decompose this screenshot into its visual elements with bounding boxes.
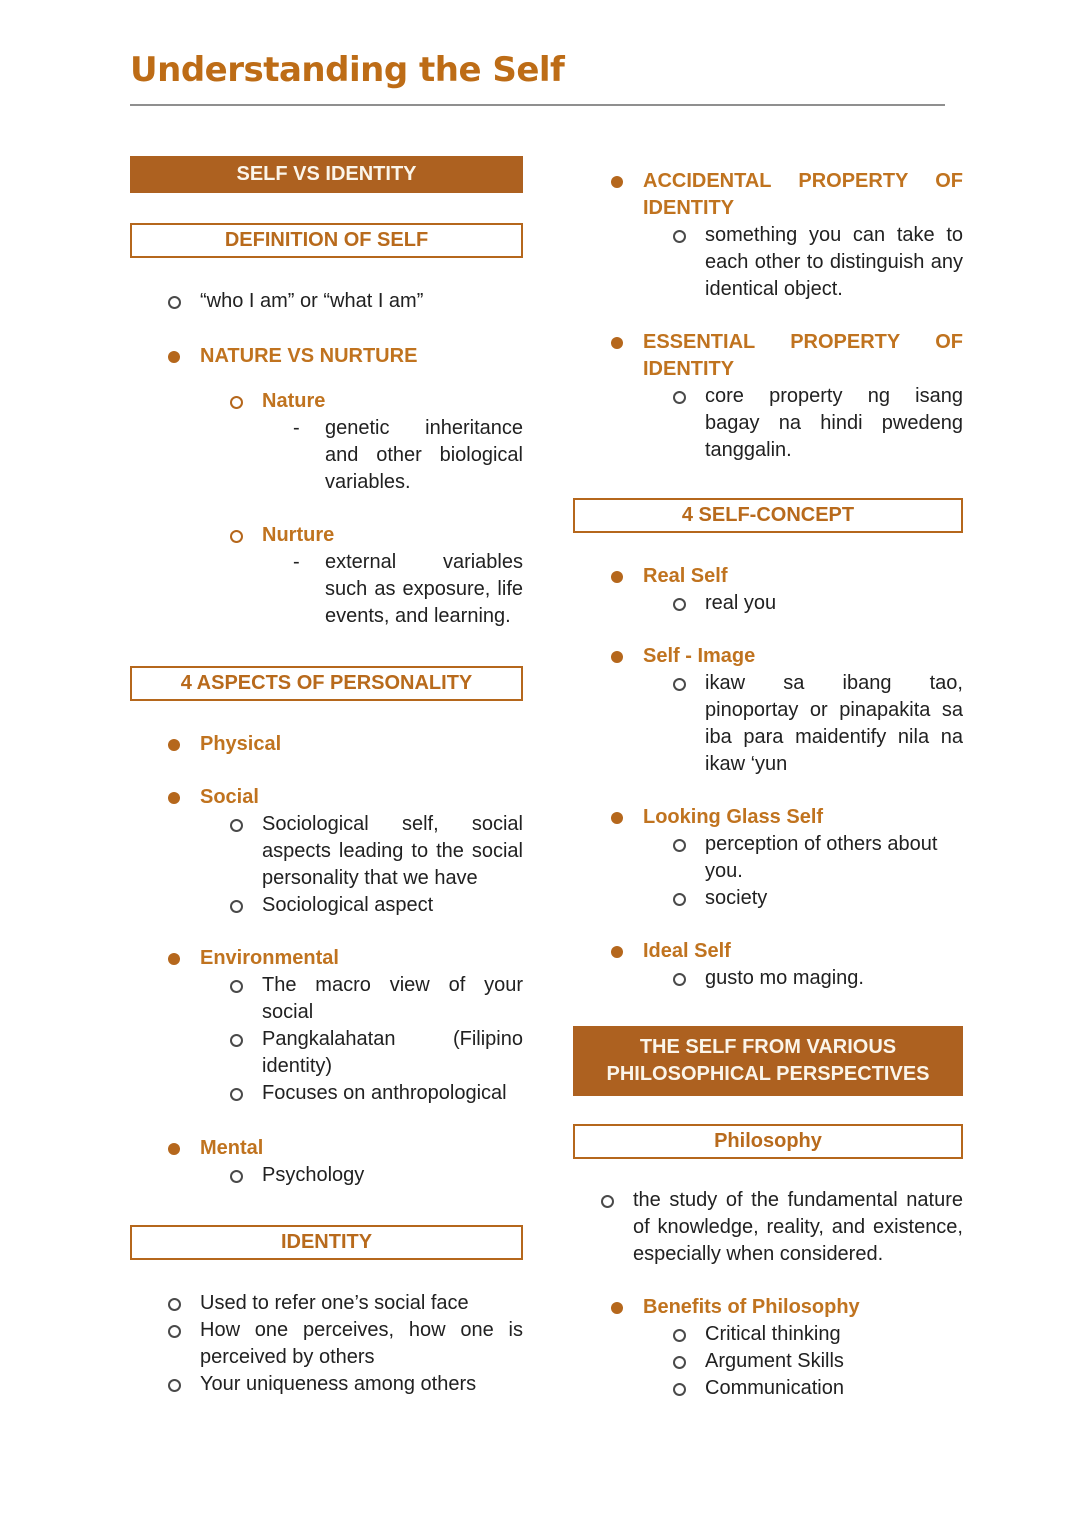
bullet-cell xyxy=(168,945,200,965)
list-item xyxy=(130,343,523,370)
hollow-bullet-icon xyxy=(673,839,686,852)
bullet-cell xyxy=(230,1026,262,1047)
nurture-group xyxy=(130,522,523,630)
list-item xyxy=(130,892,523,919)
heading-philosophy: Philosophy xyxy=(573,1124,963,1159)
list-item-text: Communication xyxy=(705,1377,844,1399)
list-item-text: something you can take to each other to distinguish any identical object. xyxy=(705,224,963,300)
list-item xyxy=(573,670,963,778)
bullet-cell xyxy=(673,885,705,906)
list-item-text: external variables such as exposure, life events, and learning. xyxy=(325,551,523,627)
title-underline xyxy=(130,104,945,106)
topic-label: Ideal Self xyxy=(643,940,731,962)
list-item xyxy=(573,590,963,617)
list-item xyxy=(573,643,963,670)
filled-bullet-icon xyxy=(611,337,623,349)
hollow-bullet-icon xyxy=(168,1298,181,1311)
hollow-bullet-icon xyxy=(168,296,181,309)
filled-bullet-icon xyxy=(168,792,180,804)
list-item xyxy=(130,549,523,630)
list-item-text: Psychology xyxy=(262,1164,365,1186)
hollow-bullet-icon xyxy=(673,1356,686,1369)
section-banner-self-vs-identity: SELF VS IDENTITY xyxy=(130,156,523,193)
hollow-bullet-icon xyxy=(230,396,243,409)
hollow-bullet-icon xyxy=(230,819,243,832)
bullet-cell xyxy=(673,1375,705,1396)
bullet-cell xyxy=(611,168,643,188)
bullet-cell xyxy=(230,1080,262,1101)
filled-bullet-icon xyxy=(168,351,180,363)
section-banner-philosophical-perspectives: THE SELF FROM VARIOUS PHILOSOPHICAL PERSPECTIVES xyxy=(573,1026,963,1096)
list-item-text: society xyxy=(705,887,768,909)
bullet-cell xyxy=(673,1348,705,1369)
filled-bullet-icon xyxy=(168,953,180,965)
page-title: Understanding the Self xyxy=(130,50,565,90)
environmental-group xyxy=(130,945,523,1107)
list-item xyxy=(573,563,963,590)
hollow-bullet-icon xyxy=(673,893,686,906)
list-item xyxy=(130,972,523,1026)
hollow-bullet-icon xyxy=(230,530,243,543)
hollow-bullet-icon xyxy=(673,598,686,611)
bullet-cell xyxy=(230,892,262,913)
list-item xyxy=(130,388,523,415)
topic-label: Looking Glass Self xyxy=(643,806,824,828)
heading-definition-of-self: DEFINITION OF SELF xyxy=(130,223,523,258)
identity-items-group xyxy=(130,1290,523,1398)
list-item-text: gusto mo maging. xyxy=(705,967,864,989)
list-item-text: Focuses on anthropological xyxy=(262,1082,507,1104)
bullet-cell xyxy=(673,222,705,243)
list-item xyxy=(130,945,523,972)
hollow-bullet-icon xyxy=(168,1379,181,1392)
list-item xyxy=(130,1317,523,1371)
bullet-cell xyxy=(168,288,200,309)
social-group xyxy=(130,784,523,919)
list-item-text: Sociological self, social aspects leading to the social personality that we have xyxy=(262,813,523,889)
hollow-bullet-icon xyxy=(168,1325,181,1338)
dash-bullet-icon: - xyxy=(293,551,300,573)
list-item-text: the study of the fundamental nature of knowledge, reality, and existence, especially when considered. xyxy=(633,1189,963,1265)
list-item xyxy=(130,1162,523,1189)
bullet-cell xyxy=(230,811,262,832)
benefits-group xyxy=(573,1294,963,1402)
filled-bullet-icon xyxy=(168,1143,180,1155)
list-item xyxy=(130,415,523,496)
list-item-text: How one perceives, how one is perceived by others xyxy=(200,1319,523,1368)
bullet-cell xyxy=(673,383,705,404)
list-item xyxy=(130,1026,523,1080)
bullet-cell xyxy=(168,1290,200,1311)
list-item xyxy=(130,811,523,892)
accidental-property-group xyxy=(573,168,963,303)
list-item-text: Sociological aspect xyxy=(262,894,434,916)
ideal-self-group xyxy=(573,938,963,992)
subtopic-label: Nature xyxy=(262,390,326,412)
list-item-text: “who I am” or “what I am” xyxy=(200,290,424,312)
bullet-cell xyxy=(611,329,643,349)
bullet-cell xyxy=(673,590,705,611)
bullet-cell xyxy=(611,563,643,583)
left-column xyxy=(130,156,523,1402)
nature-group xyxy=(130,388,523,496)
hollow-bullet-icon xyxy=(230,1034,243,1047)
list-item xyxy=(130,288,523,315)
list-item xyxy=(573,1375,963,1402)
list-item xyxy=(573,383,963,464)
hollow-bullet-icon xyxy=(230,1088,243,1101)
bullet-cell xyxy=(168,1135,200,1155)
bullet-cell xyxy=(168,731,200,751)
hollow-bullet-icon xyxy=(601,1195,614,1208)
list-item xyxy=(573,329,963,383)
dash-bullet-icon: - xyxy=(293,417,300,439)
bullet-cell xyxy=(601,1187,633,1208)
hollow-bullet-icon xyxy=(673,973,686,986)
filled-bullet-icon xyxy=(611,571,623,583)
list-item xyxy=(573,1348,963,1375)
list-item xyxy=(573,1187,963,1268)
topic-label: Self - Image xyxy=(643,645,756,667)
topic-label: Benefits of Philosophy xyxy=(643,1296,860,1318)
list-item xyxy=(130,1135,523,1162)
list-item xyxy=(573,222,963,303)
bullet-cell xyxy=(673,670,705,691)
bullet-cell xyxy=(611,938,643,958)
bullet-cell xyxy=(230,388,262,409)
list-item xyxy=(130,784,523,811)
bullet-cell xyxy=(230,522,262,543)
mental-group xyxy=(130,1135,523,1189)
topic-label: NATURE VS NURTURE xyxy=(200,345,418,367)
bullet-cell xyxy=(611,804,643,824)
right-column xyxy=(573,168,963,1402)
two-column-layout xyxy=(130,156,965,1402)
list-item xyxy=(573,804,963,831)
topic-label: Physical xyxy=(200,733,282,755)
filled-bullet-icon xyxy=(611,1302,623,1314)
list-item xyxy=(130,731,523,758)
list-item xyxy=(130,1371,523,1398)
topic-label: ACCIDENTAL PROPERTY OF IDENTITY xyxy=(643,170,963,219)
hollow-bullet-icon xyxy=(673,678,686,691)
filled-bullet-icon xyxy=(168,739,180,751)
bullet-cell xyxy=(673,965,705,986)
topic-label: Social xyxy=(200,786,259,808)
heading-4-aspects-of-personality: 4 ASPECTS OF PERSONALITY xyxy=(130,666,523,701)
hollow-bullet-icon xyxy=(230,900,243,913)
list-item xyxy=(573,965,963,992)
bullet-cell xyxy=(168,1371,200,1392)
filled-bullet-icon xyxy=(611,946,623,958)
list-item xyxy=(130,522,523,549)
list-item-text: Pangkalahatan (Filipino identity) xyxy=(262,1028,523,1077)
subtopic-label: Nurture xyxy=(262,524,335,546)
heading-4-self-concept: 4 SELF-CONCEPT xyxy=(573,498,963,533)
bullet-cell xyxy=(611,1294,643,1314)
hollow-bullet-icon xyxy=(673,1329,686,1342)
list-item-text: Argument Skills xyxy=(705,1350,844,1372)
bullet-cell xyxy=(673,831,705,852)
bullet-cell xyxy=(230,972,262,993)
list-item-text: Used to refer one’s social face xyxy=(200,1292,469,1314)
bullet-cell xyxy=(230,1162,262,1183)
list-item xyxy=(573,1294,963,1321)
list-item-text: The macro view of your social xyxy=(262,974,523,1023)
real-self-group xyxy=(573,563,963,617)
list-item-text: core property ng isang bagay na hindi pwedeng tanggalin. xyxy=(705,385,963,461)
hollow-bullet-icon xyxy=(230,980,243,993)
bullet-cell xyxy=(673,1321,705,1342)
topic-label: ESSENTIAL PROPERTY OF IDENTITY xyxy=(643,331,963,380)
list-item-text: real you xyxy=(705,592,777,614)
hollow-bullet-icon xyxy=(673,391,686,404)
topic-label: Environmental xyxy=(200,947,339,969)
filled-bullet-icon xyxy=(611,176,623,188)
list-item xyxy=(130,1290,523,1317)
self-image-group xyxy=(573,643,963,778)
topic-label: Mental xyxy=(200,1137,264,1159)
list-item xyxy=(573,831,963,885)
bullet-cell xyxy=(611,643,643,663)
list-item-text: Your uniqueness among others xyxy=(200,1373,477,1395)
topic-label: Real Self xyxy=(643,565,728,587)
hollow-bullet-icon xyxy=(230,1170,243,1183)
hollow-bullet-icon xyxy=(673,230,686,243)
bullet-cell xyxy=(168,784,200,804)
list-item xyxy=(573,885,963,912)
list-item-text: Critical thinking xyxy=(705,1323,841,1345)
list-item xyxy=(130,1080,523,1107)
heading-identity: IDENTITY xyxy=(130,1225,523,1260)
essential-property-group xyxy=(573,329,963,464)
list-item-text: genetic inheritance and other biological variables. xyxy=(325,417,523,493)
looking-glass-group xyxy=(573,804,963,912)
hollow-bullet-icon xyxy=(673,1383,686,1396)
filled-bullet-icon xyxy=(611,651,623,663)
list-item-text: perception of others about you. xyxy=(705,833,938,882)
list-item xyxy=(573,938,963,965)
list-item-text: ikaw sa ibang tao, pinoportay or pinapakita sa iba para maidentify nila na ikaw ‘yun xyxy=(705,672,963,775)
list-item xyxy=(573,1321,963,1348)
list-item xyxy=(573,168,963,222)
filled-bullet-icon xyxy=(611,812,623,824)
bullet-cell xyxy=(168,343,200,363)
bullet-cell xyxy=(168,1317,200,1338)
